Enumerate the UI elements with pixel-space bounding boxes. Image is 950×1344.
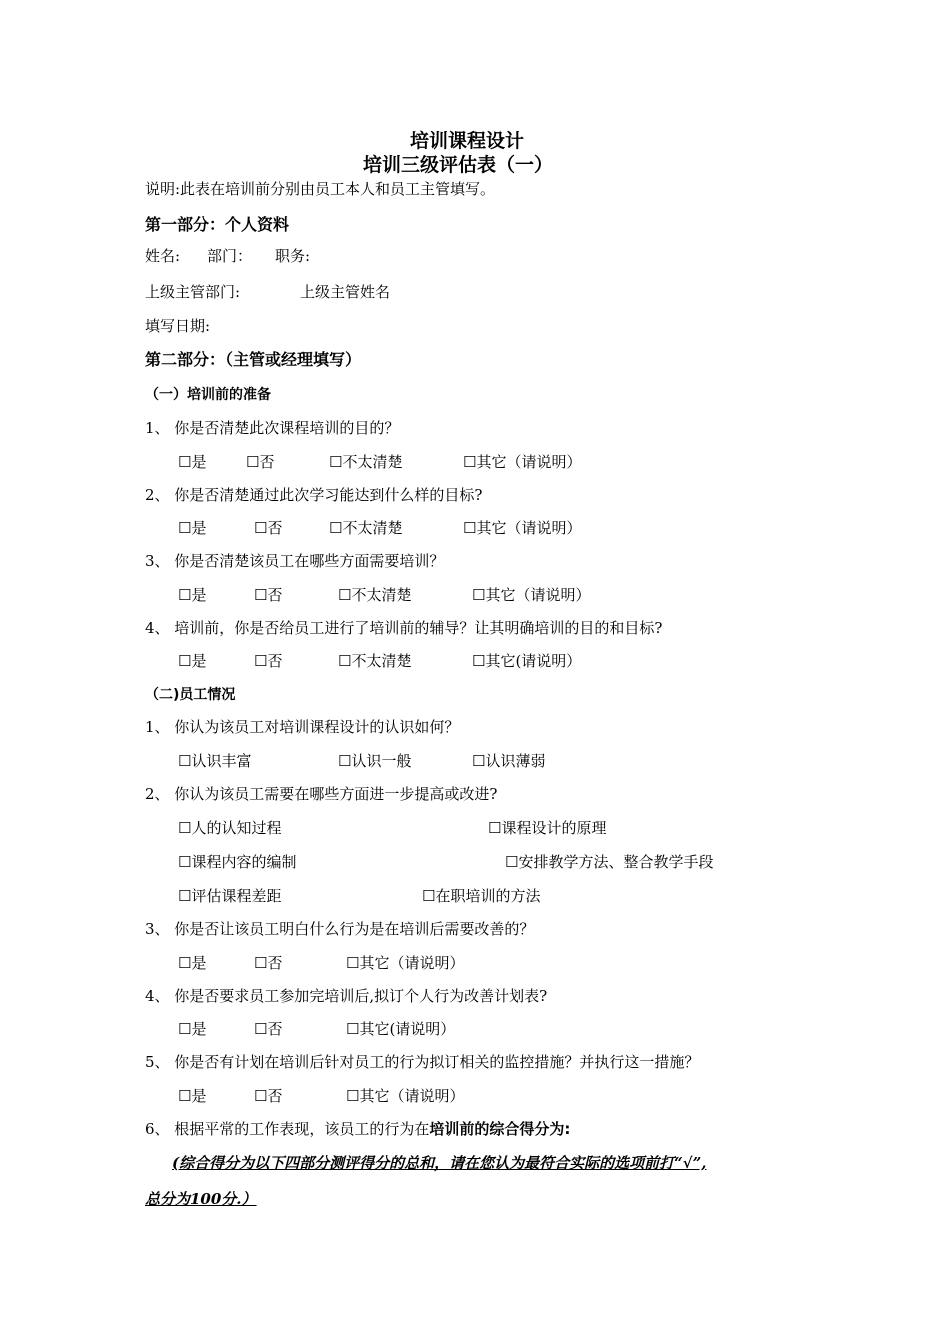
checkbox-icon: ☐ [346, 1020, 360, 1038]
checkbox-icon: ☐ [178, 519, 192, 537]
q4-option-other[interactable]: ☐其它(请说明） [472, 652, 582, 670]
checkbox-icon: ☐ [178, 652, 192, 670]
checkbox-icon: ☐ [463, 453, 477, 471]
checkbox-icon: ☐ [422, 887, 436, 905]
q4-option-yes[interactable]: ☐是 [178, 652, 207, 670]
checkbox-icon: ☐ [472, 752, 486, 770]
checkbox-icon: ☐ [254, 519, 268, 537]
e2-option-cognition[interactable]: ☐人的认知过程 [178, 819, 282, 837]
q1-option-other[interactable]: ☐其它（请说明） [463, 453, 582, 471]
q1-option-no[interactable]: ☐否 [246, 453, 275, 471]
q3-option-other[interactable]: ☐其它（请说明） [472, 586, 591, 604]
scoring-note-line2: 总分为100分.） [145, 1190, 257, 1208]
question-4: 4、 培训前，你是否给员工进行了培训前的辅导？让其明确培训的目的和目标? [145, 619, 663, 637]
q4-option-unsure[interactable]: ☐不太清楚 [338, 652, 412, 670]
checkbox-icon: ☐ [178, 586, 192, 604]
scoring-note-line1: (综合得分为以下四部分测评得分的总和，请在您认为最符合实际的选项前打“√”, [172, 1154, 707, 1172]
intro-text: 说明:此表在培训前分别由员工本人和员工主管填写。 [145, 180, 496, 198]
employee-question-4: 4、 你是否要求员工参加完培训后,拟订个人行为改善计划表? [145, 987, 548, 1005]
q3-option-no[interactable]: ☐否 [254, 586, 283, 604]
e1-option-weak[interactable]: ☐认识薄弱 [472, 752, 546, 770]
checkbox-icon: ☐ [329, 453, 343, 471]
part2-heading: 第二部分：（主管或经理填写） [145, 350, 362, 369]
e4-option-other[interactable]: ☐其它(请说明） [346, 1020, 456, 1038]
e5-option-yes[interactable]: ☐是 [178, 1087, 207, 1105]
checkbox-icon: ☐ [338, 752, 352, 770]
q2-option-other[interactable]: ☐其它（请说明） [463, 519, 582, 537]
part1-heading: 第一部分：个人资料 [145, 215, 290, 234]
checkbox-icon: ☐ [329, 519, 343, 537]
checkbox-icon: ☐ [254, 586, 268, 604]
checkbox-icon: ☐ [472, 586, 486, 604]
question-3: 3、 你是否清楚该员工在哪些方面需要培训？ [145, 552, 445, 570]
section-employee-heading: （二)员工情况 [145, 687, 236, 703]
checkbox-icon: ☐ [178, 752, 192, 770]
checkbox-icon: ☐ [254, 954, 268, 972]
e3-option-other[interactable]: ☐其它（请说明） [346, 954, 465, 972]
employee-question-2: 2、 你认为该员工需要在哪些方面进一步提高或改进? [145, 785, 498, 803]
e1-option-rich[interactable]: ☐认识丰富 [178, 752, 252, 770]
name-label: 姓名: [145, 247, 181, 265]
checkbox-icon: ☐ [505, 853, 519, 871]
checkbox-icon: ☐ [346, 1087, 360, 1105]
employee-question-5: 5、 你是否有计划在培训后针对员工的行为拟订相关的监控措施？并执行这一措施？ [145, 1053, 700, 1071]
e2-option-gap[interactable]: ☐评估课程差距 [178, 887, 282, 905]
checkbox-icon: ☐ [178, 954, 192, 972]
checkbox-icon: ☐ [338, 652, 352, 670]
checkbox-icon: ☐ [178, 853, 192, 871]
checkbox-icon: ☐ [346, 954, 360, 972]
doc-title: 培训课程设计 [410, 130, 525, 152]
e2-option-methods[interactable]: ☐安排教学方法、整合教学手段 [505, 853, 714, 871]
checkbox-icon: ☐ [246, 453, 260, 471]
checkbox-icon: ☐ [178, 1087, 192, 1105]
doc-subtitle: 培训三级评估表（一） [363, 154, 554, 176]
position-label: 职务: [275, 247, 311, 265]
checkbox-icon: ☐ [254, 652, 268, 670]
e4-option-no[interactable]: ☐否 [254, 1020, 283, 1038]
q2-option-unsure[interactable]: ☐不太清楚 [329, 519, 403, 537]
q1-option-unsure[interactable]: ☐不太清楚 [329, 453, 403, 471]
checkbox-icon: ☐ [488, 819, 502, 837]
e5-option-other[interactable]: ☐其它（请说明） [346, 1087, 465, 1105]
checkbox-icon: ☐ [178, 887, 192, 905]
employee-question-1: 1、 你认为该员工对培训课程设计的认识如何？ [145, 718, 460, 736]
e3-option-no[interactable]: ☐否 [254, 954, 283, 972]
q2-option-yes[interactable]: ☐是 [178, 519, 207, 537]
q3-option-unsure[interactable]: ☐不太清楚 [338, 586, 412, 604]
checkbox-icon: ☐ [178, 453, 192, 471]
e4-option-yes[interactable]: ☐是 [178, 1020, 207, 1038]
q3-option-yes[interactable]: ☐是 [178, 586, 207, 604]
question-6-bold-text: 培训前的综合得分为: [429, 1120, 571, 1138]
checkbox-icon: ☐ [463, 519, 477, 537]
q1-option-yes[interactable]: ☐是 [178, 453, 207, 471]
e3-option-yes[interactable]: ☐是 [178, 954, 207, 972]
e1-option-average[interactable]: ☐认识一般 [338, 752, 412, 770]
checkbox-icon: ☐ [178, 819, 192, 837]
e5-option-no[interactable]: ☐否 [254, 1087, 283, 1105]
checkbox-icon: ☐ [254, 1020, 268, 1038]
e2-option-content[interactable]: ☐课程内容的编制 [178, 853, 297, 871]
question-6-text: 6、 根据平常的工作表现，该员工的行为在 [145, 1120, 430, 1138]
question-2: 2、 你是否清楚通过此次学习能达到什么样的目标? [145, 486, 483, 504]
question-1: 1、 你是否清楚此次课程培训的目的？ [145, 419, 400, 437]
employee-question-6 [145, 1118, 570, 1139]
e2-option-ojt[interactable]: ☐在职培训的方法 [422, 887, 541, 905]
sup-dept-label: 上级主管部门: [145, 283, 241, 301]
checkbox-icon: ☐ [178, 1020, 192, 1038]
checkbox-icon: ☐ [472, 652, 486, 670]
q2-option-no[interactable]: ☐否 [254, 519, 283, 537]
dept-label: 部门： [207, 247, 253, 265]
sup-name-label: 上级主管姓名 [300, 283, 391, 301]
employee-question-3: 3、 你是否让该员工明白什么行为是在培训后需要改善的？ [145, 920, 535, 938]
section-prep-heading: （一）培训前的准备 [145, 387, 271, 403]
checkbox-icon: ☐ [338, 586, 352, 604]
checkbox-icon: ☐ [254, 1087, 268, 1105]
date-label: 填写日期: [145, 317, 211, 335]
q4-option-no[interactable]: ☐否 [254, 652, 283, 670]
e2-option-principles[interactable]: ☐课程设计的原理 [488, 819, 607, 837]
